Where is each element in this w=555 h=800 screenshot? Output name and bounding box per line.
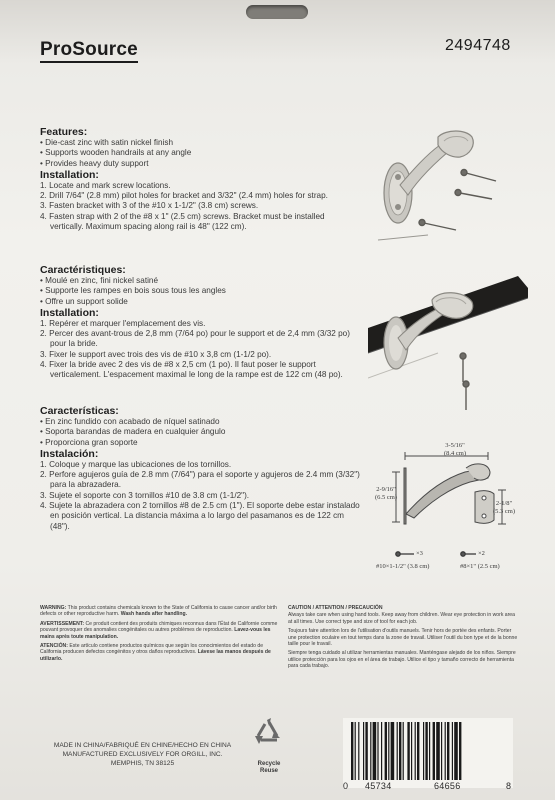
feature-item: • Supporte les rampes en bois sous tous les angles (40, 286, 226, 296)
english-section (40, 126, 370, 232)
made-in: MADE IN CHINA/FABRIQUÉ EN CHINE/HECHO EN CHINA (53, 742, 232, 749)
manufactured-for: MANUFACTURED EXCLUSIVELY FOR ORGILL, INC. (62, 751, 223, 758)
warning-fr: AVERTISSEMENT: Ce produit contient des produits chimiques reconnus dans l'État de Californie comme pouvant provoquer des anomalies congénitales ou autres problèmes de reproduction. Lavez-vous les mains après toute manipulation. (40, 620, 278, 640)
caution-es: Siempre tenga cuidado al utilizar herramientas manuales. Manténgase alejado de los niños. Siempre utilice protección para los ojos en el área de trabajo. Utilice el tipo y tamaño correcto de herramienta para cada trabajo. (288, 650, 516, 670)
manufacturer-info (40, 741, 245, 768)
feature-item: • Moulé en zinc, fini nickel satiné (40, 276, 159, 285)
install-step: 4. Fixer la bride avec 2 des vis de #8 x 2,5 cm (1 po). Il faut poser le support verticalement. L'espacement maximal le long de la rampe est de 122 cm (48 po). (40, 360, 343, 380)
width-dimension: 3-5/16" (8.4 cm) (443, 442, 467, 457)
barcode-digit: 8 (506, 781, 512, 791)
caution-en: Always take care when using hand tools. Keep away from children. Wear eye protection in work area at all times. Use correct type and size of tool for each job. (288, 612, 515, 625)
features-title: Caractéristiques: (40, 264, 126, 276)
feature-item: • Die-cast zinc with satin nickel finish (40, 138, 174, 147)
features-title: Features: (40, 126, 88, 138)
feature-item: • Provides heavy duty support (40, 158, 149, 168)
hang-hole (246, 5, 308, 19)
screw1-qty: ×3 (416, 550, 423, 557)
french-section (40, 264, 370, 381)
feature-item: • Proporciona gran soporte (40, 437, 138, 447)
install-step: 4. Fasten strap with 2 of the #8 x 1" (2.5 cm) screws. Bracket must be installed vertically. Maximum spacing along rail is 48" (122 cm). (40, 211, 325, 232)
caution-notice (288, 605, 520, 673)
feature-item: • En zinc fundido con acabado de níquel satinado (40, 417, 220, 426)
installation-title: Installation: (40, 168, 99, 181)
recycle-logo (250, 716, 288, 778)
install-step: 3. Fixer le support avec trois des vis de #10 x 3,8 cm (1-1/2 po). (40, 349, 272, 359)
manufacturer-city: MEMPHIS, TN 38125 (110, 760, 175, 767)
install-step: 2. Percer des avant-trous de 2,8 mm (7/64 po) pour le support et de 2,4 mm (3/32 po) pour la bride. (40, 329, 350, 349)
barcode-digit: 0 (343, 781, 349, 791)
sku-number: 2494748 (445, 37, 511, 54)
reuse-text: Reuse (259, 768, 278, 774)
install-step: 3. Sujete el soporte con 3 tornillos #10 de 3.8 cm (1-1/2"). (40, 490, 250, 500)
barcode-digit: 45734 (365, 781, 392, 791)
spanish-section (40, 405, 370, 532)
brand-logo: ProSource (40, 40, 138, 63)
install-step: 2. Perfore agujeros guía de 2.8 mm (7/64") para el soporte y agujeros de 2.4 mm (3/32") para la abrazadera. (40, 470, 360, 490)
install-step: 1. Locate and mark screw locations. (40, 180, 171, 190)
install-step: 4. Sujete la abrazadera con 2 tornillos #8 de 2.5 cm (1"). El soporte debe estar instalado en posición vertical. La distancia máxima a lo largo del pasamanos es de 122 cm (48"). (40, 501, 360, 531)
install-step: 1. Repérer et marquer l'emplacement des vis. (40, 318, 206, 328)
strap-dimension: 2-1/8" (5.3 cm) (492, 500, 516, 515)
screw2-qty: ×2 (478, 550, 485, 557)
screw2-label: #8×1" (2.5 cm) (460, 563, 500, 570)
strap-illustration (368, 258, 528, 418)
caution-title: CAUTION / ATTENTION / PRECAUCIÓN (288, 605, 383, 611)
installation-title: Instalación: (40, 447, 99, 460)
barcode-digit: 64656 (434, 781, 461, 791)
height-dimension: 2-9/16" (6.5 cm) (374, 486, 398, 501)
caution-fr: Toujours faire attention lors de l'utilisation d'outils manuels. Tenir hors de portée des enfants. Porter une protection oculaire en tout temps dans la zone de travail. Utiliser l'outil du bon type et de la bonne taille pour le travail. (288, 628, 518, 648)
features-title: Características: (40, 405, 119, 417)
bracket-illustration (368, 115, 518, 255)
barcode (343, 718, 513, 788)
install-step: 3. Fasten bracket with 3 of the #10 x 1-1/2" (3.8 cm) screws. (40, 201, 259, 211)
install-step: 1. Coloque y marque las ubicaciones de los tornillos. (40, 459, 232, 469)
feature-item: • Supports wooden handrails at any angle (40, 148, 192, 158)
recycle-text: Recycle (257, 761, 281, 767)
recycle-icon (250, 716, 288, 756)
install-step: 2. Drill 7/64" (2.8 mm) pilot holes for bracket and 3/32" (2.4 mm) holes for strap. (40, 191, 328, 201)
installation-title: Installation: (40, 306, 99, 319)
warning-en: WARNING: This product contains chemicals known to the State of California to cause cancer and/or birth defects or other reproductive harm. Wash hands after handling. (40, 605, 277, 618)
prop65-warning (40, 605, 285, 665)
feature-item: • Offre un support solide (40, 296, 128, 306)
warning-es: ATENCIÓN: Este artículo contiene productos químicos que según los conocimientos del estado de California producen defectos congénitos y otros daños reproductivos. Lávese las manos después de utilizarlo. (40, 643, 271, 662)
feature-item: • Soporta barandas de madera en cualquier ángulo (40, 427, 226, 437)
screw1-label: #10×1-1/2" (3.8 cm) (376, 563, 430, 570)
